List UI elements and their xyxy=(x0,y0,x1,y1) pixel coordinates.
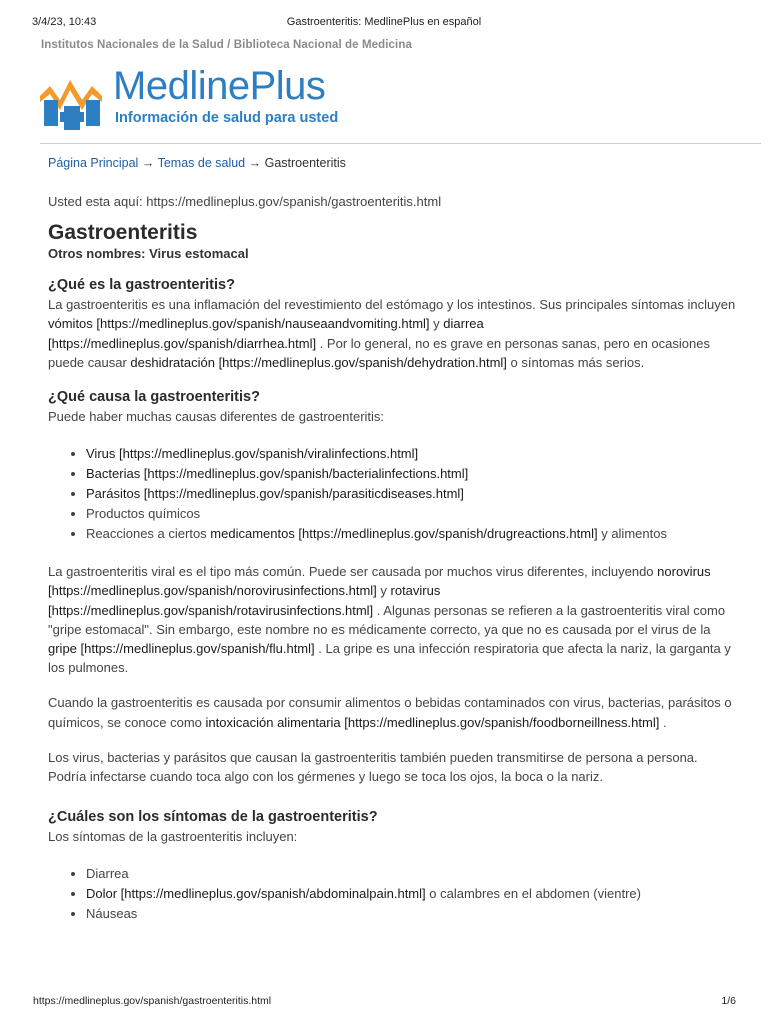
breadcrumb-arrow: → xyxy=(141,156,155,170)
viral-paragraph: La gastroenteritis viral es el tipo más común. Puede ser causada por muchos virus diferentes, incluyendo norovirus [https://medlineplus.gov/spanish/norovirusinfections.html] y rotavirus [https://medlineplus.gov/spanish/rotavirusinfections.html] . Algunas personas se refieren a la gastroenteritis viral como "gripe estomacal". Sin embargo, este nombre no es médicamente correcto, ya que no es causada por el virus de la gripe [https://medlineplus.gov/spanish/flu.html] . La gripe es una infección respiratoria que afecta la nariz, la garganta y los pulmones. xyxy=(48,564,731,676)
list-item: • Productos químicos xyxy=(86,504,738,524)
deshidratacion-link[interactable]: deshidratación [https://medlineplus.gov/spanish/dehydration.html] xyxy=(130,354,507,370)
norovirus-link[interactable]: norovirus [https://medlineplus.gov/spanish/norovirusinfections.html] xyxy=(48,564,711,599)
breadcrumb-current: Gastroenteritis xyxy=(264,156,346,170)
cause-list xyxy=(48,444,738,544)
other-names: Otros nombres: Virus estomacal xyxy=(48,246,249,262)
medlineplus-logo[interactable] xyxy=(40,66,370,132)
breadcrumb xyxy=(48,156,346,170)
diarrea-link[interactable]: diarrea [https://medlineplus.gov/spanish/diarrhea.html] xyxy=(48,316,484,351)
print-header xyxy=(32,16,736,30)
section-heading-symptoms: ¿Cuáles son los síntomas de la gastroenteritis? xyxy=(48,809,378,826)
bacterias-link[interactable]: Bacterias [https://medlineplus.gov/spanish/bacterialinfections.html] xyxy=(86,466,469,482)
virus-link[interactable]: Virus [https://medlineplus.gov/spanish/viralinfections.html] xyxy=(86,446,419,462)
logo-brand-text: MedlinePlus xyxy=(113,64,326,108)
parasitos-link[interactable]: Parásitos [https://medlineplus.gov/spanish/parasiticdiseases.html] xyxy=(86,486,464,502)
section-symptoms-intro: Los síntomas de la gastroenteritis incluyen: xyxy=(48,829,298,845)
food-paragraph: Cuando la gastroenteritis es causada por consumir alimentos o bebidas contaminados con virus, bacterias, parásitos o químicos, se conoce como intoxicación alimentaria [https://medlineplus.gov/spanish/foodborneillness.html] . xyxy=(48,695,732,730)
gripe-link[interactable]: gripe [https://medlineplus.gov/spanish/flu.html] xyxy=(48,641,315,657)
list-item[interactable] xyxy=(86,464,738,484)
medlineplus-logo-icon xyxy=(40,70,106,132)
breadcrumb-topics-link[interactable]: Temas de salud xyxy=(157,156,246,170)
you-are-here-url: Usted esta aquí: https://medlineplus.gov/spanish/gastroenteritis.html xyxy=(48,194,442,209)
print-footer-url: https://medlineplus.gov/spanish/gastroenteritis.html xyxy=(33,995,272,1007)
logo-tagline: Información de salud para usted xyxy=(115,110,339,126)
breadcrumb-arrow: → xyxy=(248,156,262,170)
section-what-paragraph: La gastroenteritis es una inflamación del revestimiento del estómago y los intestinos. Sus principales síntomas incluyen vómitos [https://medlineplus.gov/spanish/nauseaandvomiting.html] y diarrea [https://medlineplus.gov/spanish/diarrhea.html] . Por lo general, no es grave en personas sanas, pero en ocasiones puede causar deshidratación [https://medlineplus.gov/spanish/dehydration.html] o síntomas más serios. xyxy=(48,297,736,370)
list-item[interactable] xyxy=(86,484,738,504)
breadcrumb-home-link[interactable]: Página Principal xyxy=(48,156,139,170)
list-item: • Náuseas xyxy=(86,904,738,924)
list-item: • Reacciones a ciertos medicamentos [https://medlineplus.gov/spanish/drugreactions.html] y alimentos xyxy=(86,524,738,544)
page-number: 1/6 xyxy=(721,995,736,1007)
list-item: • Dolor [https://medlineplus.gov/spanish/abdominalpain.html] o calambres en el abdomen (vientre) xyxy=(86,884,738,904)
print-title: Gastroenteritis: MedlinePlus en español xyxy=(286,16,482,28)
vomitos-link[interactable]: vómitos [https://medlineplus.gov/spanish/nauseaandvomiting.html] xyxy=(48,316,430,332)
print-date: 3/4/23, 10:43 xyxy=(32,16,97,28)
section-heading-what: ¿Qué es la gastroenteritis? xyxy=(48,277,235,294)
rotavirus-link[interactable]: rotavirus [https://medlineplus.gov/spanish/rotavirusinfections.html] xyxy=(48,583,441,618)
transmission-paragraph: Los virus, bacterias y parásitos que causan la gastroenteritis también pueden transmitirse de persona a persona. Podría infectarse cuando toca algo con los gérmenes y luego se toca los ojos, la boca o la nariz. xyxy=(48,749,698,785)
intoxicacion-link[interactable]: intoxicación alimentaria [https://medlineplus.gov/spanish/foodborneillness.html] xyxy=(205,714,660,730)
agency-name: Institutos Nacionales de la Salud / Biblioteca Nacional de Medicina xyxy=(41,39,412,51)
medicamentos-link[interactable]: medicamentos [https://medlineplus.gov/spanish/drugreactions.html] xyxy=(210,526,598,542)
header-divider xyxy=(40,143,761,144)
symptoms-list xyxy=(48,864,738,924)
list-item: • Diarrea xyxy=(86,864,738,884)
dolor-link[interactable]: Dolor [https://medlineplus.gov/spanish/abdominalpain.html] xyxy=(86,886,426,902)
page-title: Gastroenteritis xyxy=(48,221,198,245)
section-heading-cause: ¿Qué causa la gastroenteritis? xyxy=(48,389,260,406)
print-footer xyxy=(33,995,736,1007)
article-content xyxy=(48,192,738,942)
section-cause-intro: Puede haber muchas causas diferentes de gastroenteritis: xyxy=(48,409,385,425)
list-item[interactable] xyxy=(86,444,738,464)
